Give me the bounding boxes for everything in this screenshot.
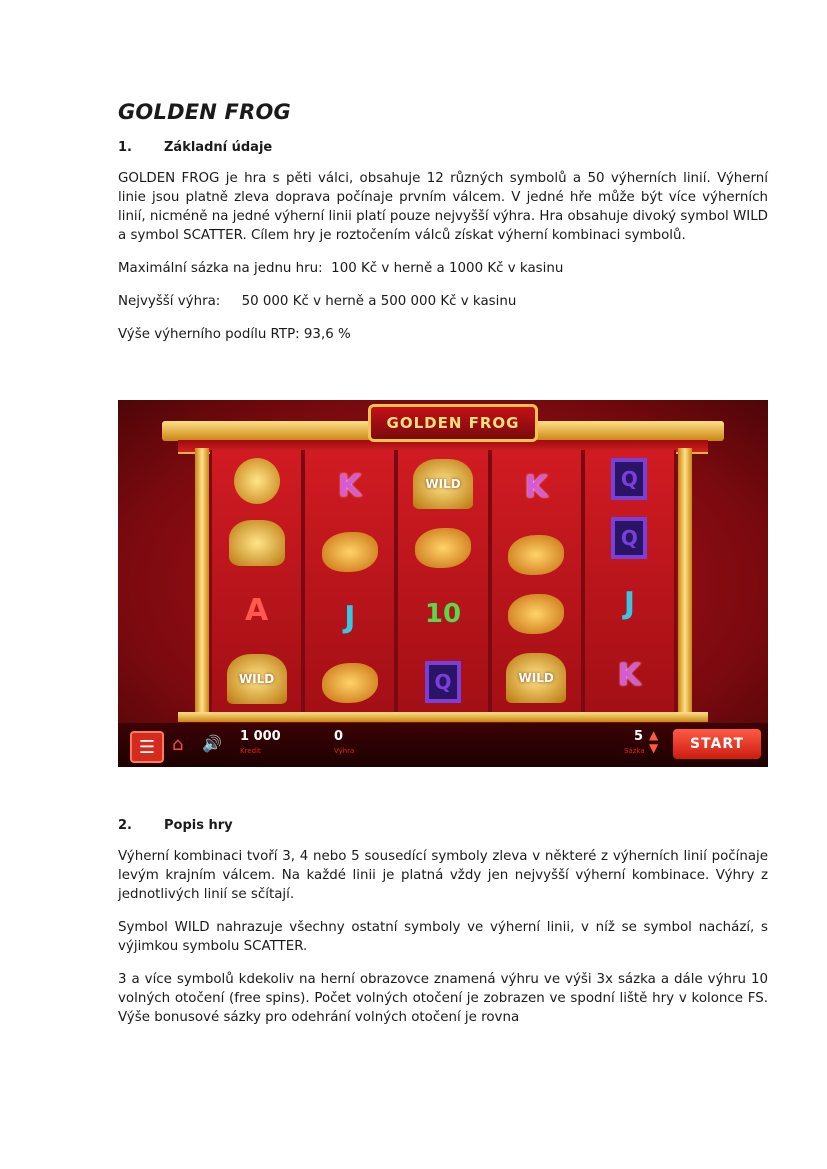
paragraph: 3 a více symbolů kdekoliv na herní obrazovce znamená výhru ve výši 3x sázka a dále výhru 10 volných otočení (free spins). Počet volných otočení je zobrazen ve spodní liště hry v kolonce FS. Výše bonusové sázky pro odehrání volných otočení je rovna [118,972,768,1025]
bet-label: Sázka [624,747,645,755]
speaker-icon[interactable]: 🔊 [202,734,222,753]
reel-symbol-frog [229,520,285,566]
reel-symbol-fish [322,532,378,572]
reel-symbol-j: J [623,585,635,621]
reel-symbol-k: K [338,469,362,505]
section-2 [118,818,768,1041]
reel-symbol-a: A [244,592,269,628]
reel-symbol-wild: WILD [413,459,473,509]
pillar-left [195,448,209,716]
reel-symbol-fish [508,594,564,634]
paragraph: Výherní kombinaci tvoří 3, 4 nebo 5 sousedící symboly zleva v některé z výherních linií počínaje levým krajním válcem. Na každé linii je platná vždy jen nejvyšší výherní kombinace. Výhry z jednotlivých linií se sčítají. [118,849,768,902]
reel-symbol-ten: 10 [424,599,462,630]
section-heading-1 [118,140,768,155]
reels [210,450,676,712]
reel-5 [583,450,676,712]
chevron-up-icon[interactable]: ▲ [649,728,659,742]
section-number: 2. [118,818,132,833]
bet-stepper[interactable] [649,729,658,755]
section-number: 1. [118,140,132,155]
reel-2 [303,450,396,712]
win-label: Výhra [334,747,355,755]
reel-symbol-fish [508,535,564,575]
paragraph-rtp: Výše výherního podílu RTP: 93,6 % [118,327,351,342]
game-logo: GOLDEN FROG [368,404,538,442]
reels-base [178,712,708,722]
menu-button[interactable] [130,731,164,763]
document-title: GOLDEN FROG [118,100,291,124]
credit-value: 1 000 [240,729,281,744]
reel-3 [396,450,489,712]
reel-symbol-q: Q [611,517,647,559]
section-title: Popis hry [164,818,233,833]
bet-value: 5 [634,729,644,744]
reel-4 [490,450,583,712]
reel-symbol-k: K [524,470,548,505]
win-value: 0 [334,729,344,744]
start-button[interactable]: START [673,729,761,759]
paragraph-max-bet: Maximální sázka na jednu hru: 100 Kč v herně a 1000 Kč v kasinu [118,261,564,276]
reel-symbol-q: Q [611,458,647,500]
reel-symbol-q: Q [425,661,461,703]
reel-1 [210,450,303,712]
reel-symbol-fish [322,663,378,703]
pillar-right [678,448,692,716]
paragraph: Symbol WILD nahrazuje všechny ostatní symboly ve výherní linii, v níž se symbol nachází, s výjimkou symbolu SCATTER. [118,920,768,954]
credit-label: Kredit [240,747,261,755]
document-page [118,100,768,358]
bottom-bar [118,723,768,767]
section-heading-2 [118,818,768,833]
reel-symbol-coin [234,458,280,504]
reel-symbol-wild: WILD [506,653,566,703]
game-screenshot [118,400,768,767]
reel-symbol-fish [415,528,471,568]
paragraph-max-win: Nejvyšší výhra: 50 000 Kč v herně a 500 000 Kč v kasinu [118,294,517,309]
paragraph: GOLDEN FROG je hra s pěti válci, obsahuje 12 různých symbolů a 50 výherních linií. Výherní linie jsou platně zleva doprava počínaje prvním válcem. V jedné hře může být více výherních linií, nicméně na jedné výherní linii platí pouze nejvyšší výhra. Hra obsahuje divoký symbol WILD a symbol SCATTER. Cílem hry je roztočením válců získat výherní kombinaci symbolů. [118,171,768,243]
chevron-down-icon[interactable]: ▼ [649,741,659,755]
reel-symbol-j: J [344,600,356,636]
menu-icon: ☰ [138,736,156,758]
home-icon[interactable]: ⌂ [172,734,184,755]
reel-symbol-wild: WILD [227,654,287,704]
section-title: Základní údaje [164,140,273,155]
reel-symbol-k: K [617,658,642,694]
